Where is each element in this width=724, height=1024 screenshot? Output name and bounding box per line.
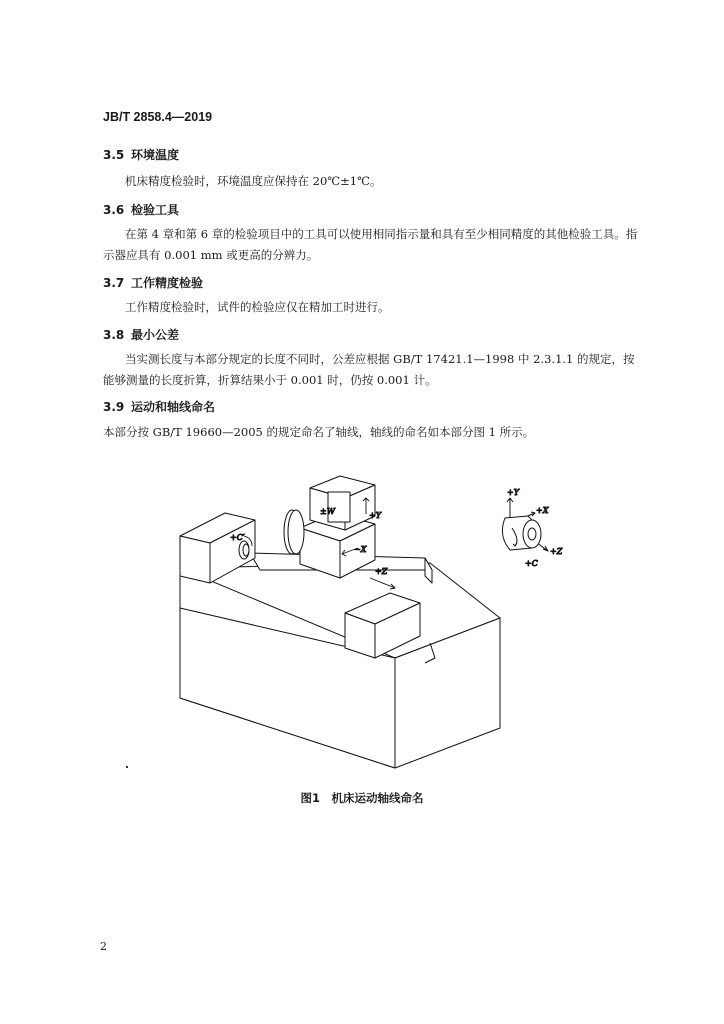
figure-caption: 图1 机床运动轴线命名 bbox=[300, 791, 424, 805]
section-text-3-6: 在第 4 章和第 6 章的检验项目中的工具可以使用相同指示量和具有至少相同精度的其他检验工具。指示器应具有 0.001 mm 或更高的分辨力。 bbox=[103, 227, 638, 262]
machine-bed bbox=[180, 563, 500, 768]
axis-x-label: +X bbox=[536, 506, 549, 515]
section-number: 3.7 bbox=[103, 276, 125, 290]
section-heading-3-6 bbox=[103, 201, 179, 218]
section-number: 3.9 bbox=[103, 400, 125, 414]
section-title: 环境温度 bbox=[131, 148, 180, 162]
section-text-3-5: 机床精度检验时，环境温度应保持在 20℃±1℃。 bbox=[125, 174, 382, 188]
section-text-3-7: 工作精度检验时，试件的检验应仅在精加工时进行。 bbox=[125, 300, 390, 314]
standard-number: JB/T 2858.4—2019 bbox=[103, 110, 213, 124]
section-heading-3-7 bbox=[103, 274, 203, 291]
stray-mark bbox=[126, 766, 128, 768]
w-axis-label: ±W bbox=[320, 507, 335, 516]
axis-c-label: +C bbox=[525, 559, 538, 568]
z-table-label: +Z bbox=[375, 567, 388, 576]
section-number: 3.6 bbox=[103, 203, 125, 217]
section-title: 运动和轴线命名 bbox=[131, 400, 216, 414]
y-head-label: +Y bbox=[369, 511, 381, 520]
section-title: 检验工具 bbox=[131, 203, 180, 217]
c-prime-label: +C′ bbox=[230, 533, 245, 542]
section-number: 3.8 bbox=[103, 328, 125, 342]
section-text-3-8: 当实测长度与本部分规定的长度不同时，公差应根据 GB/T 17421.1—1998 中 2.3.1.1 的规定，按能够测量的长度折算，折算结果小于 0.001 时，仍按 0.001 计。 bbox=[103, 352, 635, 387]
section-heading-3-9 bbox=[103, 398, 215, 415]
x-head-label: −X bbox=[354, 545, 367, 554]
section-title: 最小公差 bbox=[131, 328, 180, 342]
machine-axes-figure bbox=[170, 458, 570, 778]
grinding-wheel bbox=[284, 510, 304, 554]
axis-y-label: +Y bbox=[507, 488, 519, 497]
section-number: 3.5 bbox=[103, 148, 125, 162]
section-title: 工作精度检验 bbox=[131, 276, 204, 290]
page-number: 2 bbox=[100, 940, 107, 953]
section-heading-3-5 bbox=[103, 146, 179, 163]
section-text-3-9: 本部分按 GB/T 19660—2005 的规定命名了轴线，轴线的命名如本部分图 1 所示。 bbox=[103, 425, 535, 439]
axis-z-label: +Z bbox=[550, 547, 563, 556]
section-heading-3-8 bbox=[103, 326, 179, 343]
